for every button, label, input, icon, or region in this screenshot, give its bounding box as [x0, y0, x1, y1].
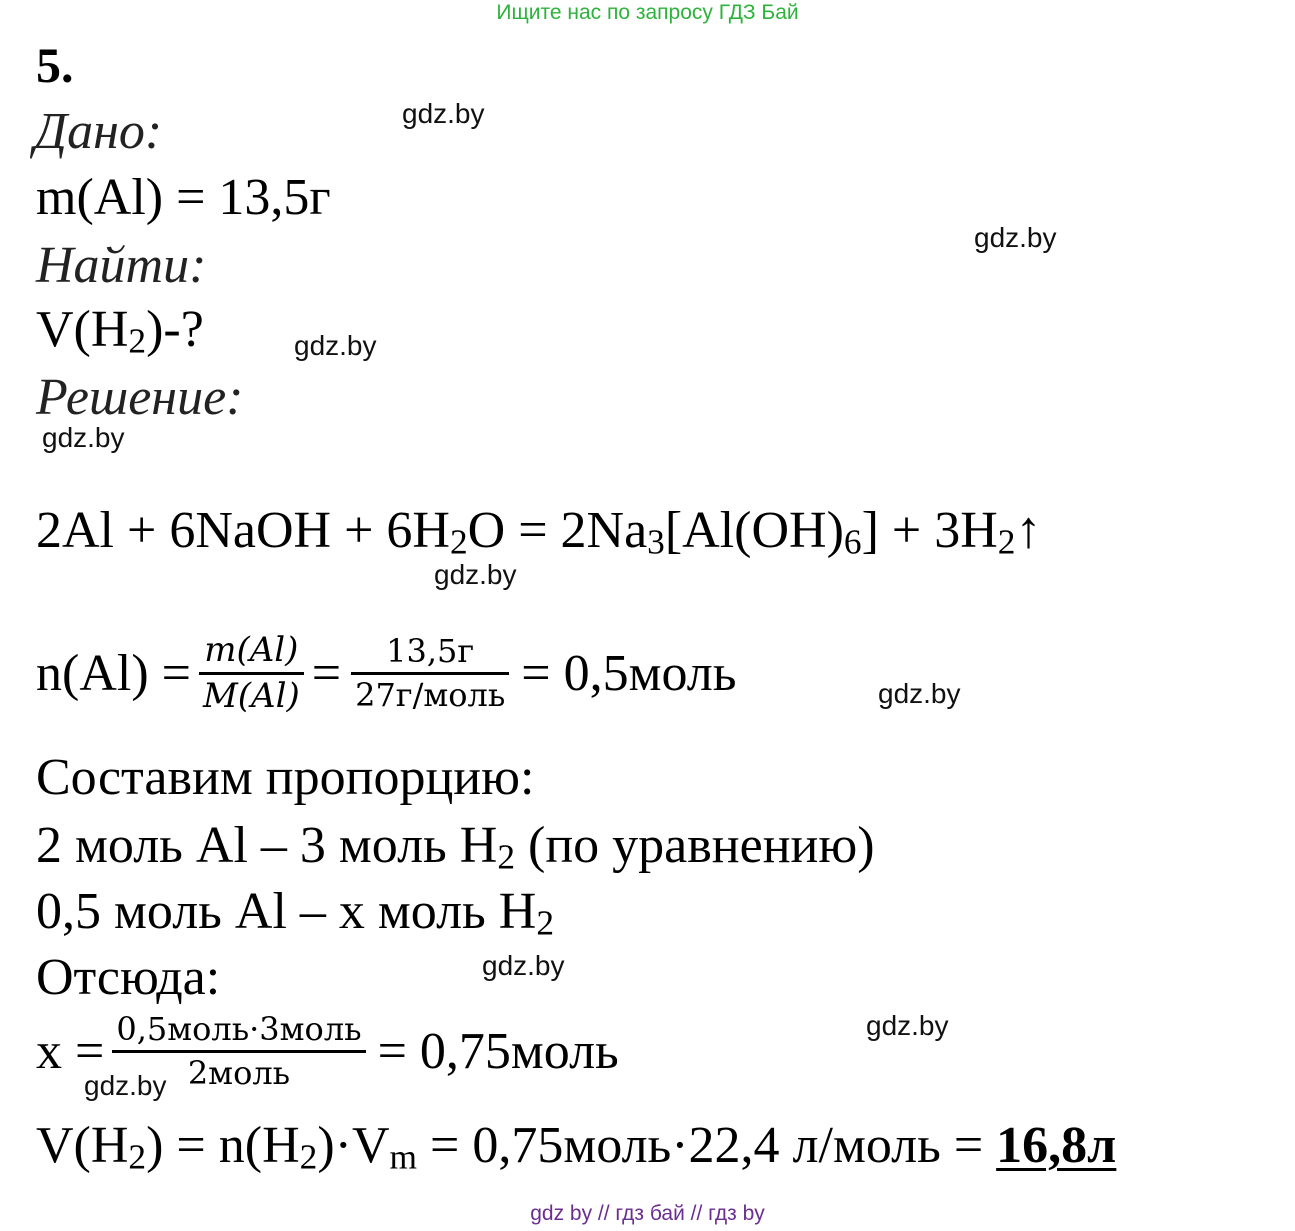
footer-links[interactable]: gdz by // гдз бай // гдз by [530, 1202, 765, 1225]
x-denominator: 2моль [187, 1054, 291, 1093]
given-value: m(Al) = 13,5г [36, 169, 331, 226]
given-label: Дано: [34, 103, 163, 160]
moles-equals: = [311, 645, 342, 703]
watermark: gdz.by [434, 559, 517, 590]
answer-value: 16,8л [996, 1117, 1117, 1174]
fraction-1-denominator: M(Al) [202, 676, 300, 717]
moles-result: = 0,5моль [521, 645, 737, 703]
reaction-equation: 2Al + 6NaOH + $6H_2O = 2Na_3[Al(OH)_6]$ + $3H_2↑$ [36, 502, 1042, 562]
moles-fraction-1 [199, 632, 304, 716]
watermark: gdz.by [866, 1010, 949, 1041]
proportion-line-2: 0,5 моль Al – x моль $H_2$ [36, 883, 555, 943]
watermark: gdz.by [974, 222, 1057, 253]
task-number: 5. [36, 37, 74, 93]
watermark: gdz.by [42, 422, 125, 453]
moles-fraction-2 [351, 634, 509, 713]
watermark: gdz.by [878, 678, 961, 709]
find-value: $V(H_2)-$? [36, 301, 204, 361]
watermark: gdz.by [294, 330, 377, 361]
x-numerator: 0,5моль·3моль [116, 1010, 362, 1048]
fraction-1-numerator: m(Al) [204, 630, 299, 670]
solution-label: Решение: [36, 369, 244, 426]
fraction-2-numerator: 13,5г [386, 632, 475, 671]
fraction-2-denominator: 27г/моль [355, 676, 506, 715]
hence-label: Отсюда: [36, 949, 221, 1006]
watermark: gdz.by [482, 950, 565, 981]
moles-formula [36, 632, 736, 716]
volume-formula: $V(H_2) = n(H_2)\cdot V_m$ = 0,75моль·22,4 л/моль = 16,8л [36, 1117, 1117, 1177]
moles-lhs: n(Al) = [36, 645, 191, 703]
find-label: Найти: [36, 237, 207, 294]
proportion-title: Составим пропорцию: [36, 749, 535, 806]
watermark: gdz.by [402, 98, 485, 129]
search-hint-link[interactable]: Ищите нас по запросу ГДЗ Бай [496, 1, 799, 24]
x-lhs: x = [36, 1023, 105, 1081]
proportion-line-1: 2 моль Al – 3 моль $H_2$ (по уравнению) [36, 817, 875, 877]
watermark: gdz.by [84, 1070, 167, 1101]
x-result: = 0,75моль [377, 1023, 619, 1081]
